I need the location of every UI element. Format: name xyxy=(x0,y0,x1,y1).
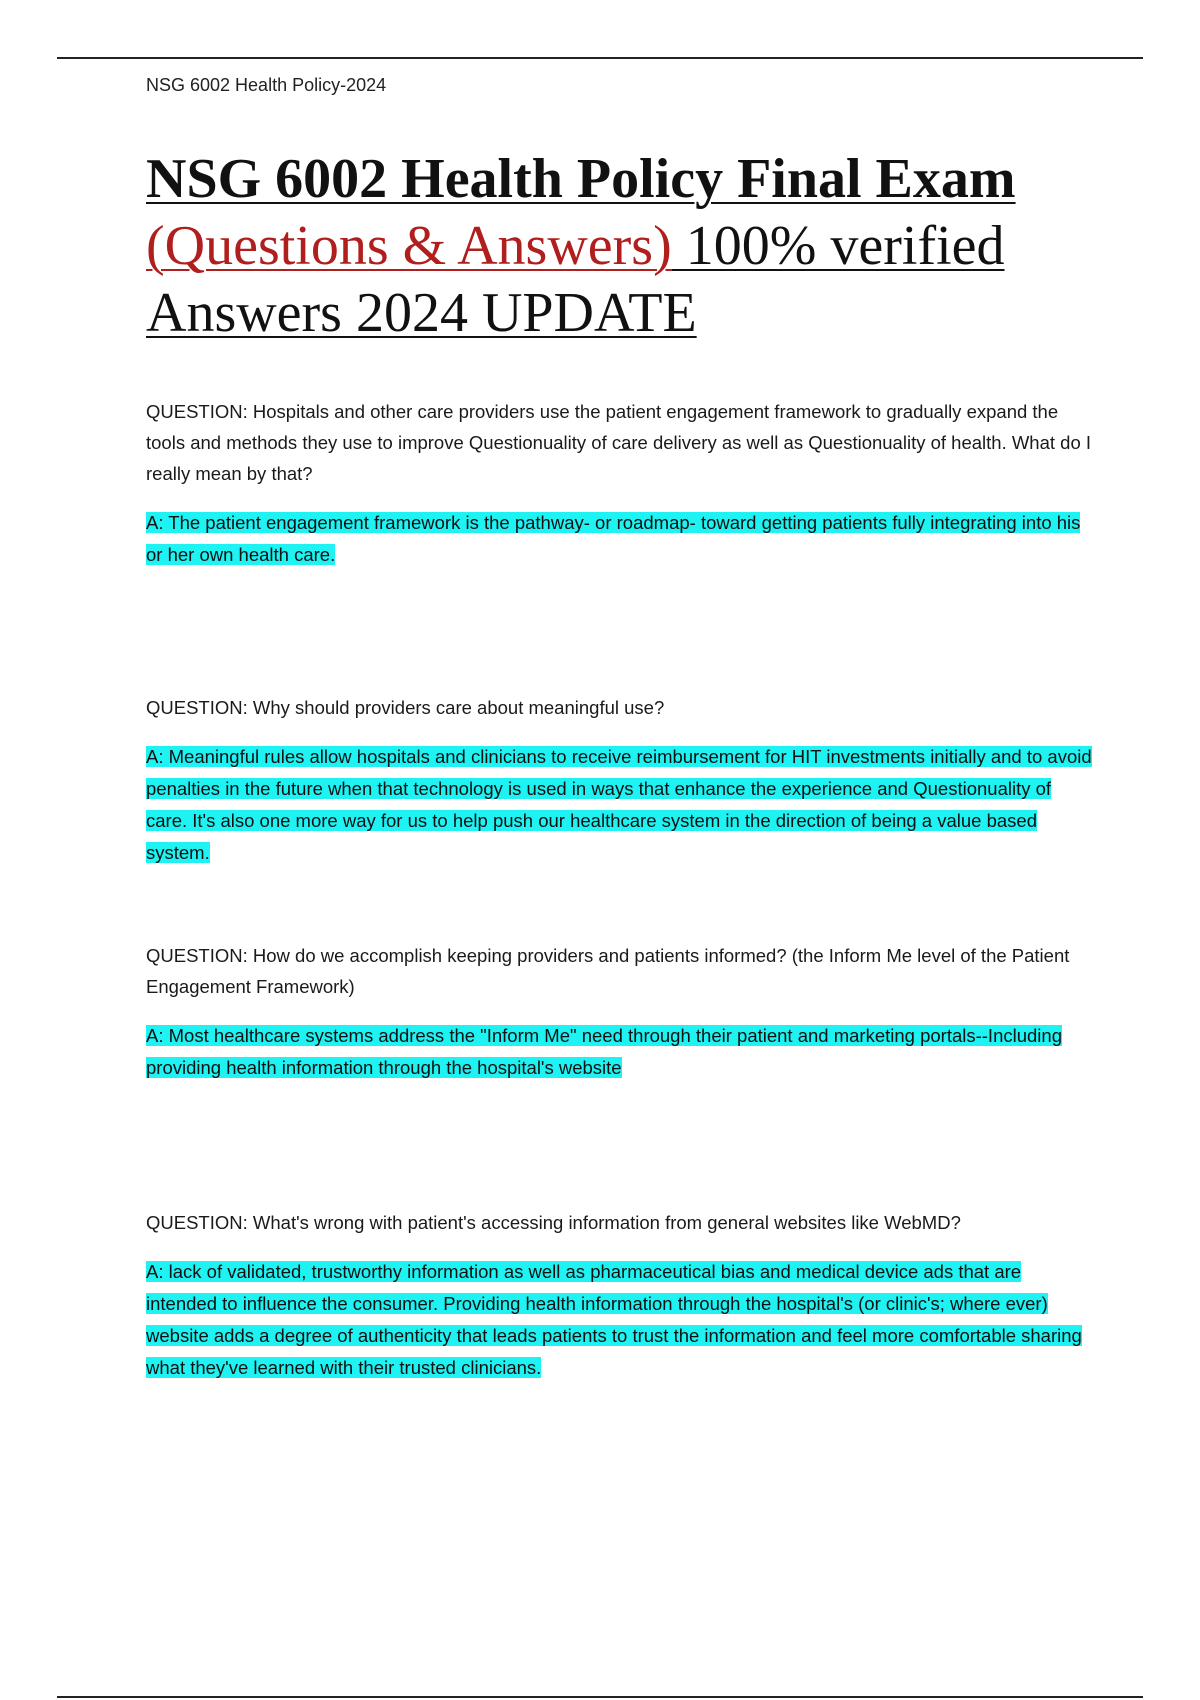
qa-item xyxy=(146,692,1096,869)
question-text: QUESTION: Why should providers care about meaningful use? xyxy=(146,697,665,718)
qa-item xyxy=(146,1207,1096,1384)
answer-highlight: A: Most healthcare systems address the "Inform Me" need through their patient and marketing portals--Including providing health information through the hospital's website xyxy=(146,1025,1062,1078)
qa-item xyxy=(146,396,1096,571)
answer-text xyxy=(146,741,1096,869)
answer-text xyxy=(146,1256,1096,1384)
bottom-rule xyxy=(57,1696,1143,1698)
page-title xyxy=(146,146,1076,347)
question-text: QUESTION: What's wrong with patient's accessing information from general websites like WebMD? xyxy=(146,1212,961,1233)
question-text: QUESTION: How do we accomplish keeping providers and patients informed? (the Inform Me level of the Patient Engagement Framework) xyxy=(146,945,1070,997)
title-qa-label: (Questions & Answers) xyxy=(146,215,672,277)
question-text: QUESTION: Hospitals and other care providers use the patient engagement framework to gradually expand the tools and methods they use to improve Questionuality of care delivery as well as Questionuality of health. What do I really mean by that? xyxy=(146,401,1092,484)
answer-text xyxy=(146,1020,1096,1084)
title-main: NSG 6002 Health Policy Final Exam xyxy=(146,148,1016,210)
answer-highlight: A: Meaningful rules allow hospitals and clinicians to receive reimbursement for HIT investments initially and to avoid penalties in the future when that technology is used in ways that enhance the experience and Questionuality of care. It's also one more way for us to help push our healthcare system in the direction of being a value based system. xyxy=(146,746,1092,863)
title-update: Answers 2024 UPDATE xyxy=(146,282,697,344)
title-verified: 100% verified xyxy=(671,215,1005,277)
qa-item xyxy=(146,940,1096,1084)
running-header: NSG 6002 Health Policy-2024 xyxy=(146,75,387,95)
top-rule xyxy=(57,57,1143,59)
answer-highlight: A: lack of validated, trustworthy information as well as pharmaceutical bias and medical device ads that are intended to influence the consumer. Providing health information through the hospital's (or clinic's; where ever) website adds a degree of authenticity that leads patients to trust the information and feel more comfortable sharing what they've learned with their trusted clinicians. xyxy=(146,1261,1082,1378)
answer-text xyxy=(146,507,1096,571)
answer-highlight: A: The patient engagement framework is the pathway- or roadmap- toward getting patients fully integrating into his or her own health care. xyxy=(146,512,1081,565)
